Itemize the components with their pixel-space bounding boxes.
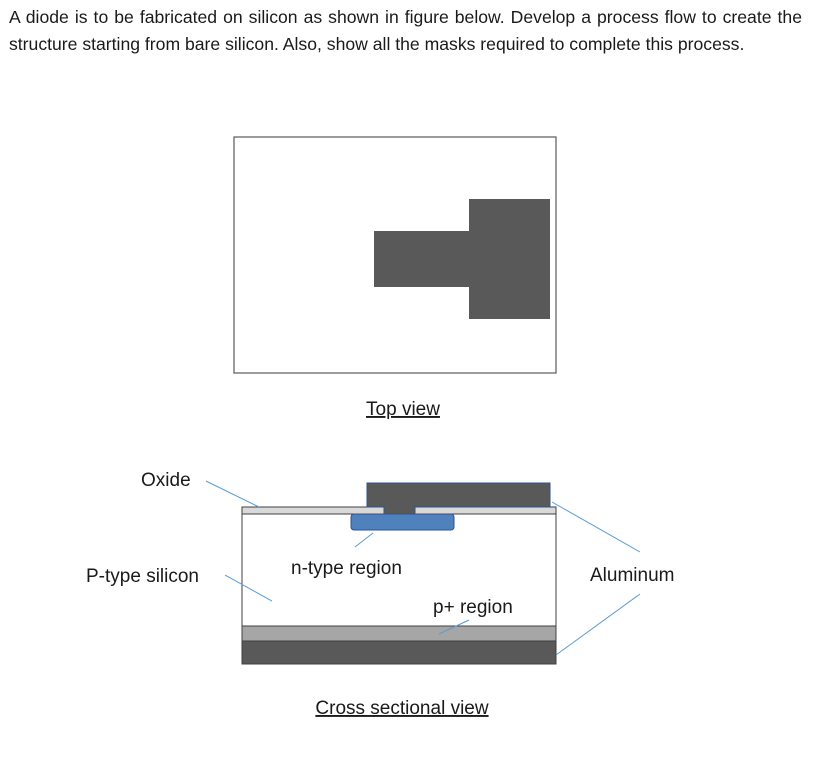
top-view-caption: Top view bbox=[366, 399, 440, 420]
oxide-label: Oxide bbox=[141, 470, 191, 491]
aluminum-leader-line-top bbox=[552, 502, 640, 552]
top-view-metal-pad bbox=[469, 199, 550, 319]
oxide-layer-right bbox=[415, 507, 556, 514]
p-plus-region-layer bbox=[242, 626, 556, 641]
p-plus-region-label: p+ region bbox=[433, 597, 513, 618]
oxide-leader-line bbox=[206, 481, 259, 507]
back-aluminum-layer bbox=[242, 641, 556, 664]
top-view-metal-finger bbox=[374, 231, 474, 287]
aluminum-label: Aluminum bbox=[590, 565, 675, 586]
aluminum-leader-line-bottom bbox=[556, 594, 640, 655]
oxide-layer-left bbox=[242, 507, 384, 514]
n-type-region-shape bbox=[351, 514, 454, 530]
p-type-silicon-label: P-type silicon bbox=[86, 566, 199, 587]
n-type-region-label: n-type region bbox=[291, 558, 402, 579]
question-text: A diode is to be fabricated on silicon as shown in figure below. Develop a process flow to create the structure starting from bare silicon. Also, show all the masks required to complete this process. bbox=[9, 7, 802, 54]
cross-section-caption: Cross sectional view bbox=[315, 698, 489, 719]
